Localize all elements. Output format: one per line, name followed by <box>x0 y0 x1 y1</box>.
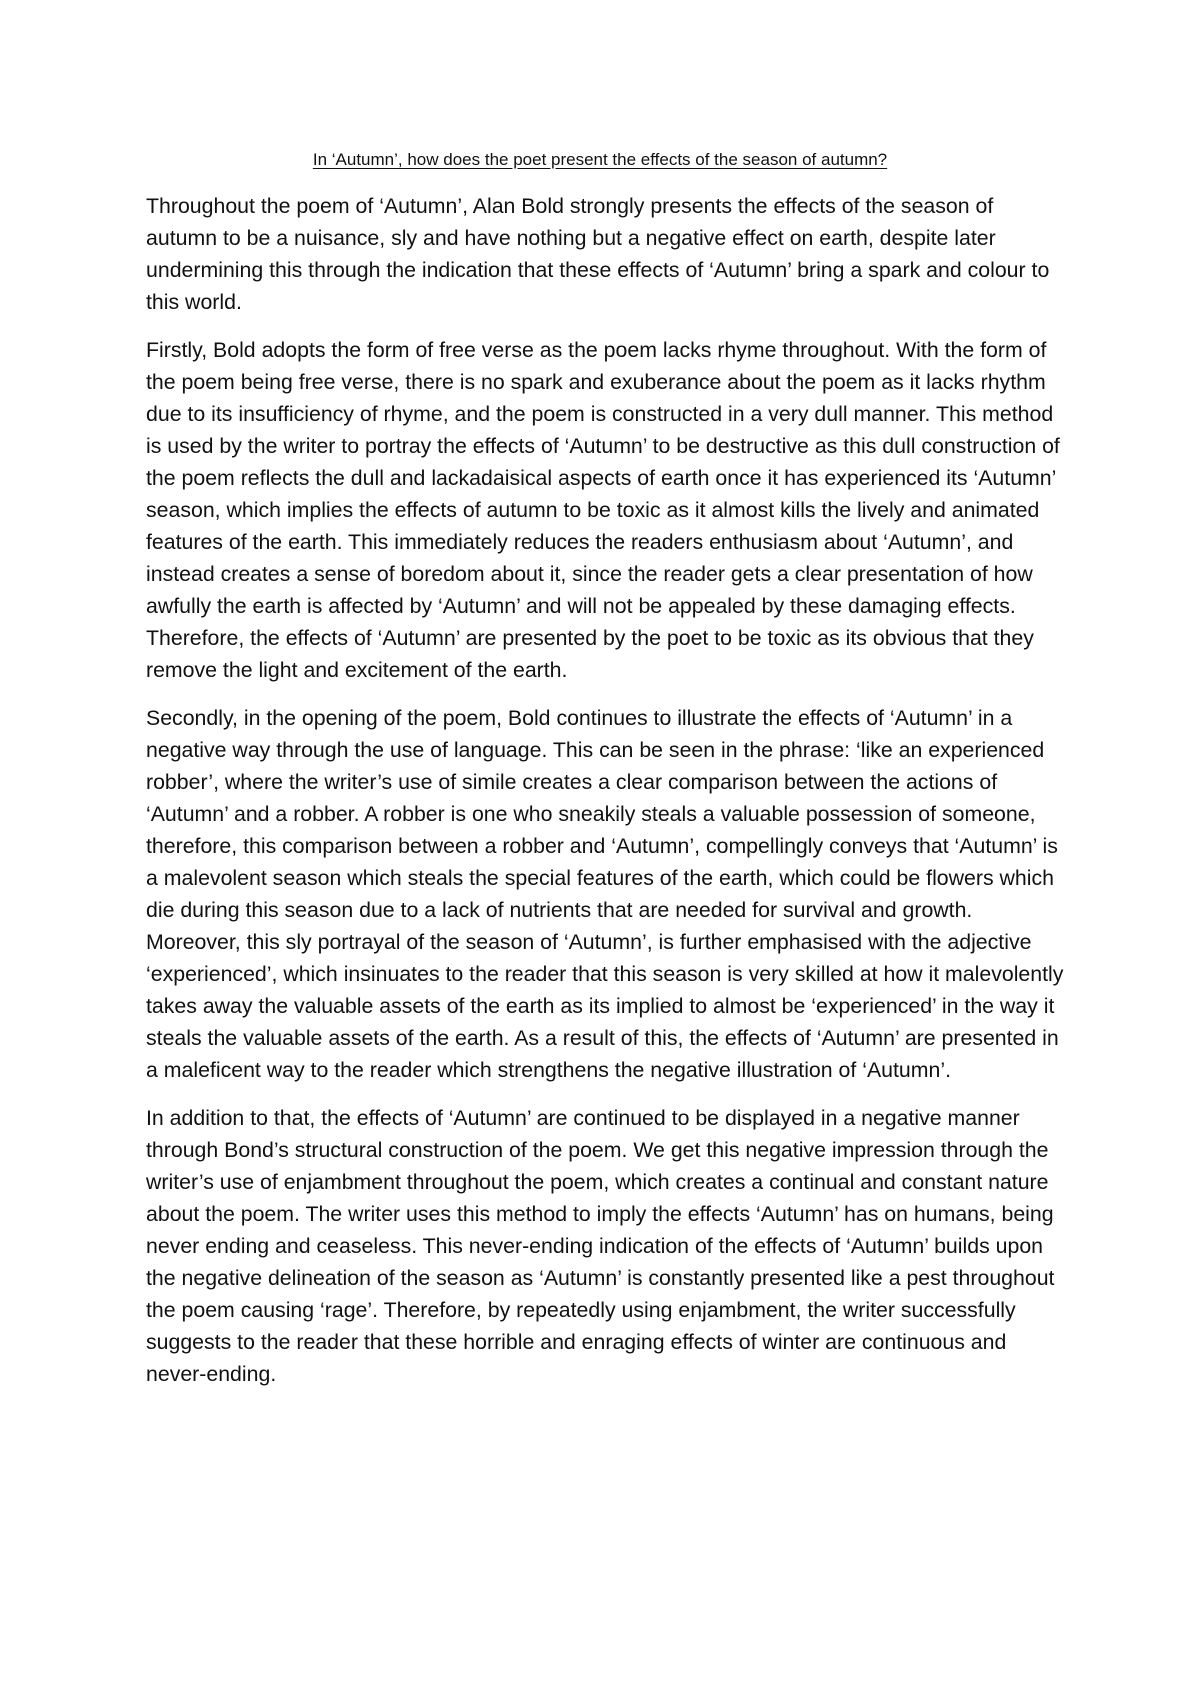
document-title: In ‘Autumn’, how does the poet present the effects of the season of autumn? <box>312 150 888 169</box>
paragraph-form: Firstly, Bold adopts the form of free verse as the poem lacks rhyme throughout. With the form of the poem being free verse, there is no spark and exuberance about the poem as it lacks rhythm due to its insufficiency of rhyme, and the poem is constructed in a very dull manner. This method is used by the writer to portray the effects of ‘Autumn’ to be destructive as this dull construction of the poem reflects the dull and lackadaisical aspects of earth once it has experienced its ‘Autumn’ season, which implies the effects of autumn to be toxic as it almost kills the lively and animated features of the earth. This immediately reduces the readers enthusiasm about ‘Autumn’, and instead creates a sense of boredom about it, since the reader gets a clear presentation of how awfully the earth is affected by ‘Autumn’ and will not be appealed by these damaging effects. Therefore, the effects of ‘Autumn’ are presented by the poet to be toxic as its obvious that they remove the light and excitement of the earth. <box>146 338 1060 682</box>
paragraph-introduction: Throughout the poem of ‘Autumn’, Alan Bold strongly presents the effects of the season of autumn to be a nuisance, sly and have nothing but a negative effect on earth, despite later undermining this through the indication that these effects of ‘Autumn’ bring a spark and colour to this world. <box>146 194 1050 314</box>
paragraph-structure: In addition to that, the effects of ‘Autumn’ are continued to be displayed in a negative manner through Bond’s structural construction of the poem. We get this negative impression through the writer’s use of enjambment throughout the poem, which creates a continual and constant nature about the poem. The writer uses this method to imply the effects ‘Autumn’ has on humans, being never ending and ceaseless. This never-ending indication of the effects of ‘Autumn’ builds upon the negative delineation of the season as ‘Autumn’ is constantly presented like a pest throughout the poem causing ‘rage’. Therefore, by repeatedly using enjambment, the writer successfully suggests to the reader that these horrible and enraging effects of winter are continuous and never-ending. <box>146 1106 1055 1386</box>
document-body <box>146 190 1066 1406</box>
paragraph-language: Secondly, in the opening of the poem, Bold continues to illustrate the effects of ‘Autumn’ in a negative way through the use of language. This can be seen in the phrase: ‘like an experienced robber’, where the writer’s use of simile creates a clear comparison between the actions of ‘Autumn’ and a robber. A robber is one who sneakily steals a valuable possession of someone, therefore, this comparison between a robber and ‘Autumn’, compellingly conveys that ‘Autumn’ is a malevolent season which steals the special features of the earth, which could be flowers which die during this season due to a lack of nutrients that are needed for survival and growth. Moreover, this sly portrayal of the season of ‘Autumn’, is further emphasised with the adjective ‘experienced’, which insinuates to the reader that this season is very skilled at how it malevolently takes away the valuable assets of the earth as its implied to almost be ‘experienced’ in the way it steals the valuable assets of the earth. As a result of this, the effects of ‘Autumn’ are presented in a maleficent way to the reader which strengthens the negative illustration of ‘Autumn’. <box>146 706 1064 1082</box>
